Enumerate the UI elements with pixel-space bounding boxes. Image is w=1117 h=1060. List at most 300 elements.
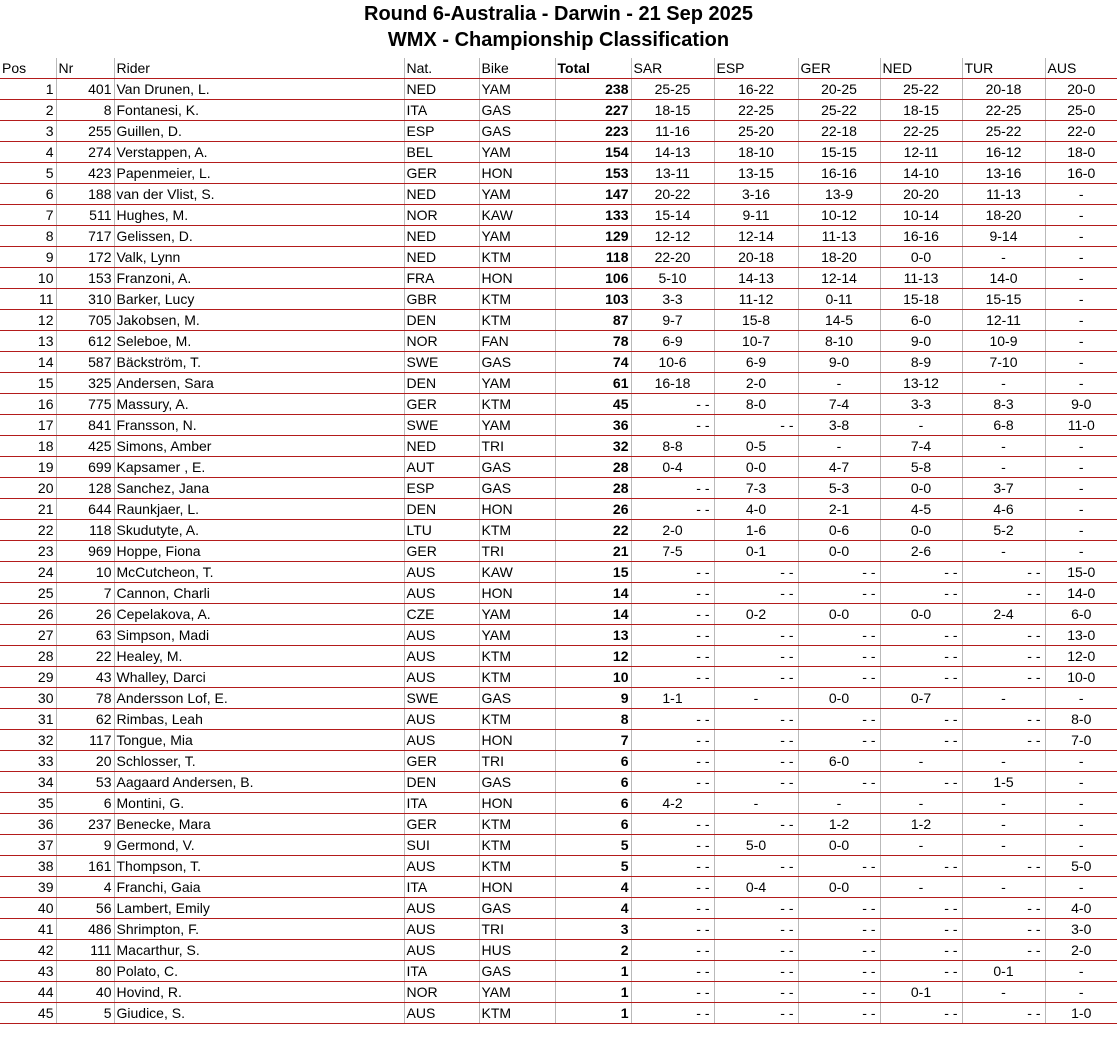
nr-cell: 78	[56, 688, 114, 709]
race-result-cell: - -	[962, 919, 1045, 940]
pos-cell: 28	[0, 646, 56, 667]
nr-cell: 10	[56, 562, 114, 583]
nr-cell: 26	[56, 604, 114, 625]
rider-cell: Schlosser, T.	[114, 751, 404, 772]
pos-cell: 7	[0, 205, 56, 226]
nat-cell: ITA	[404, 961, 479, 982]
race-result-cell: -	[962, 835, 1045, 856]
race-result-cell: -	[880, 835, 962, 856]
pos-cell: 15	[0, 373, 56, 394]
pos-cell: 3	[0, 121, 56, 142]
race-result-cell: -	[1045, 310, 1117, 331]
race-result-cell: - -	[714, 583, 798, 604]
race-result-cell: - -	[631, 919, 714, 940]
race-result-cell: 20-22	[631, 184, 714, 205]
race-result-cell: - -	[880, 730, 962, 751]
nat-cell: FRA	[404, 268, 479, 289]
nr-cell: 161	[56, 856, 114, 877]
race-result-cell: - -	[631, 814, 714, 835]
table-row	[0, 226, 1117, 247]
col-header-race: SAR	[631, 58, 714, 79]
race-result-cell: 15-15	[798, 142, 880, 163]
race-result-cell: - -	[962, 562, 1045, 583]
nat-cell: AUS	[404, 562, 479, 583]
race-result-cell: 9-7	[631, 310, 714, 331]
race-result-cell: - -	[880, 940, 962, 961]
table-header-row	[0, 58, 1117, 79]
race-result-cell: - -	[714, 961, 798, 982]
race-result-cell: - -	[631, 772, 714, 793]
nr-cell: 53	[56, 772, 114, 793]
race-result-cell: 11-13	[798, 226, 880, 247]
race-result-cell: 18-20	[798, 247, 880, 268]
nat-cell: GER	[404, 814, 479, 835]
pos-cell: 33	[0, 751, 56, 772]
race-result-cell: 8-8	[631, 436, 714, 457]
race-result-cell: 1-1	[631, 688, 714, 709]
race-result-cell: 1-6	[714, 520, 798, 541]
nr-cell: 511	[56, 205, 114, 226]
race-result-cell: 25-25	[631, 79, 714, 100]
nat-cell: ITA	[404, 793, 479, 814]
rider-cell: Franzoni, A.	[114, 268, 404, 289]
race-result-cell: - -	[631, 478, 714, 499]
race-result-cell: 9-14	[962, 226, 1045, 247]
race-result-cell: - -	[962, 856, 1045, 877]
nr-cell: 7	[56, 583, 114, 604]
race-result-cell: - -	[798, 961, 880, 982]
pos-cell: 1	[0, 79, 56, 100]
race-result-cell: -	[1045, 793, 1117, 814]
race-result-cell: 5-2	[962, 520, 1045, 541]
race-result-cell: - -	[714, 982, 798, 1003]
race-result-cell: 13-11	[631, 163, 714, 184]
race-result-cell: -	[962, 793, 1045, 814]
race-result-cell: 5-8	[880, 457, 962, 478]
race-result-cell: 3-7	[962, 478, 1045, 499]
col-header-nat: Nat.	[404, 58, 479, 79]
total-cell: 14	[555, 604, 631, 625]
race-result-cell: - -	[714, 772, 798, 793]
race-result-cell: - -	[798, 898, 880, 919]
race-result-cell: - -	[631, 982, 714, 1003]
race-result-cell: -	[1045, 331, 1117, 352]
nr-cell: 8	[56, 100, 114, 121]
race-result-cell: 6-0	[798, 751, 880, 772]
race-result-cell: 2-6	[880, 541, 962, 562]
race-result-cell: - -	[798, 646, 880, 667]
race-result-cell: 3-16	[714, 184, 798, 205]
col-header-nr: Nr	[56, 58, 114, 79]
nat-cell: CZE	[404, 604, 479, 625]
bike-cell: TRI	[479, 751, 555, 772]
nat-cell: NED	[404, 184, 479, 205]
table-body	[0, 79, 1117, 1024]
race-result-cell: - -	[880, 625, 962, 646]
race-result-cell: - -	[631, 898, 714, 919]
race-result-cell: 7-3	[714, 478, 798, 499]
race-result-cell: 8-0	[714, 394, 798, 415]
race-result-cell: - -	[962, 940, 1045, 961]
total-cell: 61	[555, 373, 631, 394]
nr-cell: 62	[56, 709, 114, 730]
table-row	[0, 1003, 1117, 1024]
race-result-cell: 25-22	[880, 79, 962, 100]
total-cell: 118	[555, 247, 631, 268]
bike-cell: YAM	[479, 79, 555, 100]
table-row	[0, 940, 1117, 961]
total-cell: 1	[555, 982, 631, 1003]
race-result-cell: 15-14	[631, 205, 714, 226]
race-result-cell: 8-10	[798, 331, 880, 352]
pos-cell: 26	[0, 604, 56, 625]
race-result-cell: -	[1045, 499, 1117, 520]
race-result-cell: - -	[714, 940, 798, 961]
nr-cell: 425	[56, 436, 114, 457]
race-result-cell: 4-2	[631, 793, 714, 814]
race-result-cell: -	[1045, 268, 1117, 289]
rider-cell: Rimbas, Leah	[114, 709, 404, 730]
bike-cell: KTM	[479, 709, 555, 730]
bike-cell: KTM	[479, 394, 555, 415]
race-result-cell: 0-1	[962, 961, 1045, 982]
table-row	[0, 289, 1117, 310]
race-result-cell: 25-0	[1045, 100, 1117, 121]
total-cell: 21	[555, 541, 631, 562]
nr-cell: 80	[56, 961, 114, 982]
table-row	[0, 814, 1117, 835]
race-result-cell: -	[1045, 247, 1117, 268]
race-result-cell: - -	[798, 583, 880, 604]
bike-cell: HON	[479, 877, 555, 898]
table-row	[0, 772, 1117, 793]
pos-cell: 11	[0, 289, 56, 310]
race-result-cell: 0-11	[798, 289, 880, 310]
race-result-cell: - -	[631, 562, 714, 583]
rider-cell: Montini, G.	[114, 793, 404, 814]
table-row	[0, 436, 1117, 457]
race-result-cell: 4-7	[798, 457, 880, 478]
race-result-cell: 1-2	[880, 814, 962, 835]
race-result-cell: - -	[714, 562, 798, 583]
nr-cell: 43	[56, 667, 114, 688]
total-cell: 12	[555, 646, 631, 667]
pos-cell: 23	[0, 541, 56, 562]
race-result-cell: -	[880, 751, 962, 772]
race-result-cell: 22-25	[880, 121, 962, 142]
race-result-cell: - -	[714, 898, 798, 919]
race-result-cell: - -	[714, 856, 798, 877]
race-result-cell: 0-0	[880, 247, 962, 268]
nat-cell: DEN	[404, 373, 479, 394]
rider-cell: Kapsamer , E.	[114, 457, 404, 478]
race-result-cell: 9-0	[798, 352, 880, 373]
race-result-cell: -	[714, 793, 798, 814]
race-result-cell: 0-0	[880, 478, 962, 499]
table-row	[0, 415, 1117, 436]
rider-cell: Tongue, Mia	[114, 730, 404, 751]
total-cell: 6	[555, 793, 631, 814]
pos-cell: 32	[0, 730, 56, 751]
nat-cell: NED	[404, 436, 479, 457]
race-result-cell: 8-3	[962, 394, 1045, 415]
bike-cell: HON	[479, 499, 555, 520]
total-cell: 26	[555, 499, 631, 520]
race-result-cell: -	[1045, 961, 1117, 982]
race-result-cell: 22-20	[631, 247, 714, 268]
race-result-cell: 15-18	[880, 289, 962, 310]
nat-cell: LTU	[404, 520, 479, 541]
race-result-cell: -	[1045, 457, 1117, 478]
table-row	[0, 604, 1117, 625]
rider-cell: Hovind, R.	[114, 982, 404, 1003]
race-result-cell: 16-0	[1045, 163, 1117, 184]
race-result-cell: 12-11	[962, 310, 1045, 331]
nat-cell: GBR	[404, 289, 479, 310]
total-cell: 153	[555, 163, 631, 184]
race-result-cell: 0-1	[714, 541, 798, 562]
race-result-cell: 6-9	[714, 352, 798, 373]
nat-cell: ITA	[404, 100, 479, 121]
race-result-cell: - -	[880, 856, 962, 877]
race-result-cell: 5-3	[798, 478, 880, 499]
pos-cell: 42	[0, 940, 56, 961]
rider-cell: Lambert, Emily	[114, 898, 404, 919]
nr-cell: 118	[56, 520, 114, 541]
race-result-cell: -	[1045, 478, 1117, 499]
bike-cell: KTM	[479, 667, 555, 688]
total-cell: 28	[555, 478, 631, 499]
bike-cell: KTM	[479, 247, 555, 268]
total-cell: 8	[555, 709, 631, 730]
nat-cell: BEL	[404, 142, 479, 163]
total-cell: 22	[555, 520, 631, 541]
pos-cell: 43	[0, 961, 56, 982]
table-row	[0, 142, 1117, 163]
race-result-cell: -	[1045, 352, 1117, 373]
total-cell: 15	[555, 562, 631, 583]
race-result-cell: 6-9	[631, 331, 714, 352]
nat-cell: GER	[404, 541, 479, 562]
nr-cell: 172	[56, 247, 114, 268]
race-result-cell: -	[880, 793, 962, 814]
bike-cell: YAM	[479, 625, 555, 646]
race-result-cell: 12-12	[631, 226, 714, 247]
col-header-race: TUR	[962, 58, 1045, 79]
pos-cell: 30	[0, 688, 56, 709]
total-cell: 2	[555, 940, 631, 961]
bike-cell: HUS	[479, 940, 555, 961]
race-result-cell: 12-14	[714, 226, 798, 247]
total-cell: 5	[555, 835, 631, 856]
bike-cell: GAS	[479, 121, 555, 142]
nat-cell: AUS	[404, 898, 479, 919]
rider-cell: Germond, V.	[114, 835, 404, 856]
bike-cell: GAS	[479, 961, 555, 982]
race-result-cell: 13-16	[962, 163, 1045, 184]
race-result-cell: 16-16	[880, 226, 962, 247]
rider-cell: Van Drunen, L.	[114, 79, 404, 100]
race-result-cell: 16-16	[798, 163, 880, 184]
race-result-cell: 2-0	[1045, 940, 1117, 961]
nat-cell: NED	[404, 226, 479, 247]
nr-cell: 237	[56, 814, 114, 835]
total-cell: 154	[555, 142, 631, 163]
race-result-cell: 0-0	[798, 541, 880, 562]
table-row	[0, 331, 1117, 352]
rider-cell: Andersen, Sara	[114, 373, 404, 394]
nr-cell: 255	[56, 121, 114, 142]
race-result-cell: 16-18	[631, 373, 714, 394]
bike-cell: KTM	[479, 646, 555, 667]
race-result-cell: -	[1045, 289, 1117, 310]
race-result-cell: - -	[880, 919, 962, 940]
bike-cell: KTM	[479, 289, 555, 310]
nr-cell: 486	[56, 919, 114, 940]
race-result-cell: -	[1045, 982, 1117, 1003]
bike-cell: HON	[479, 163, 555, 184]
race-result-cell: - -	[880, 1003, 962, 1024]
race-result-cell: - -	[714, 625, 798, 646]
race-result-cell: 7-4	[880, 436, 962, 457]
pos-cell: 20	[0, 478, 56, 499]
race-result-cell: 8-0	[1045, 709, 1117, 730]
table-row	[0, 541, 1117, 562]
total-cell: 4	[555, 877, 631, 898]
pos-cell: 5	[0, 163, 56, 184]
race-result-cell: 2-4	[962, 604, 1045, 625]
nr-cell: 117	[56, 730, 114, 751]
table-row	[0, 919, 1117, 940]
race-result-cell: 0-0	[798, 604, 880, 625]
race-result-cell: - -	[798, 625, 880, 646]
total-cell: 13	[555, 625, 631, 646]
pos-cell: 29	[0, 667, 56, 688]
rider-cell: Seleboe, M.	[114, 331, 404, 352]
rider-cell: Valk, Lynn	[114, 247, 404, 268]
race-result-cell: 0-5	[714, 436, 798, 457]
race-result-cell: - -	[798, 940, 880, 961]
race-result-cell: -	[962, 247, 1045, 268]
race-result-cell: -	[962, 688, 1045, 709]
table-row	[0, 667, 1117, 688]
pos-cell: 35	[0, 793, 56, 814]
race-result-cell: - -	[962, 709, 1045, 730]
total-cell: 227	[555, 100, 631, 121]
page-header	[0, 0, 1117, 53]
race-result-cell: 14-5	[798, 310, 880, 331]
table-row	[0, 373, 1117, 394]
nr-cell: 325	[56, 373, 114, 394]
table-row	[0, 562, 1117, 583]
race-result-cell: 0-6	[798, 520, 880, 541]
race-result-cell: - -	[880, 772, 962, 793]
col-header-total: Total	[555, 58, 631, 79]
race-result-cell: -	[1045, 520, 1117, 541]
race-result-cell: 14-13	[714, 268, 798, 289]
total-cell: 4	[555, 898, 631, 919]
race-result-cell: -	[798, 436, 880, 457]
race-result-cell: 5-10	[631, 268, 714, 289]
race-result-cell: 12-14	[798, 268, 880, 289]
bike-cell: GAS	[479, 772, 555, 793]
table-row	[0, 520, 1117, 541]
bike-cell: KAW	[479, 205, 555, 226]
total-cell: 129	[555, 226, 631, 247]
total-cell: 6	[555, 751, 631, 772]
bike-cell: HON	[479, 793, 555, 814]
race-result-cell: - -	[714, 667, 798, 688]
race-result-cell: -	[880, 415, 962, 436]
race-result-cell: -	[1045, 751, 1117, 772]
race-result-cell: -	[1045, 205, 1117, 226]
pos-cell: 9	[0, 247, 56, 268]
nr-cell: 705	[56, 310, 114, 331]
pos-cell: 37	[0, 835, 56, 856]
race-result-cell: - -	[631, 1003, 714, 1024]
race-result-cell: -	[1045, 184, 1117, 205]
bike-cell: GAS	[479, 898, 555, 919]
pos-cell: 25	[0, 583, 56, 604]
nr-cell: 153	[56, 268, 114, 289]
nr-cell: 401	[56, 79, 114, 100]
race-result-cell: - -	[962, 730, 1045, 751]
race-result-cell: - -	[880, 961, 962, 982]
rider-cell: Cepelakova, A.	[114, 604, 404, 625]
pos-cell: 13	[0, 331, 56, 352]
table-row	[0, 247, 1117, 268]
bike-cell: GAS	[479, 688, 555, 709]
pos-cell: 12	[0, 310, 56, 331]
bike-cell: HON	[479, 583, 555, 604]
table-row	[0, 625, 1117, 646]
page-subtitle: WMX - Championship Classification	[387, 29, 730, 51]
race-result-cell: - -	[962, 1003, 1045, 1024]
race-result-cell: -	[962, 751, 1045, 772]
bike-cell: GAS	[479, 478, 555, 499]
race-result-cell: 3-3	[880, 394, 962, 415]
race-result-cell: 9-0	[1045, 394, 1117, 415]
table-row	[0, 751, 1117, 772]
rider-cell: Guillen, D.	[114, 121, 404, 142]
col-header-race: AUS	[1045, 58, 1117, 79]
race-result-cell: 13-9	[798, 184, 880, 205]
rider-cell: Hoppe, Fiona	[114, 541, 404, 562]
race-result-cell: -	[962, 373, 1045, 394]
race-result-cell: 0-0	[798, 877, 880, 898]
rider-cell: Barker, Lucy	[114, 289, 404, 310]
race-result-cell: -	[1045, 814, 1117, 835]
pos-cell: 21	[0, 499, 56, 520]
bike-cell: GAS	[479, 100, 555, 121]
bike-cell: KTM	[479, 856, 555, 877]
race-result-cell: 22-25	[962, 100, 1045, 121]
rider-cell: Sanchez, Jana	[114, 478, 404, 499]
nat-cell: NOR	[404, 331, 479, 352]
race-result-cell: - -	[798, 982, 880, 1003]
race-result-cell: 3-8	[798, 415, 880, 436]
race-result-cell: - -	[714, 751, 798, 772]
table-row	[0, 184, 1117, 205]
race-result-cell: 8-9	[880, 352, 962, 373]
race-result-cell: - -	[631, 583, 714, 604]
table-row	[0, 646, 1117, 667]
col-header-race: GER	[798, 58, 880, 79]
race-result-cell: 0-4	[631, 457, 714, 478]
nat-cell: NOR	[404, 205, 479, 226]
nat-cell: AUS	[404, 646, 479, 667]
race-result-cell: 4-0	[714, 499, 798, 520]
